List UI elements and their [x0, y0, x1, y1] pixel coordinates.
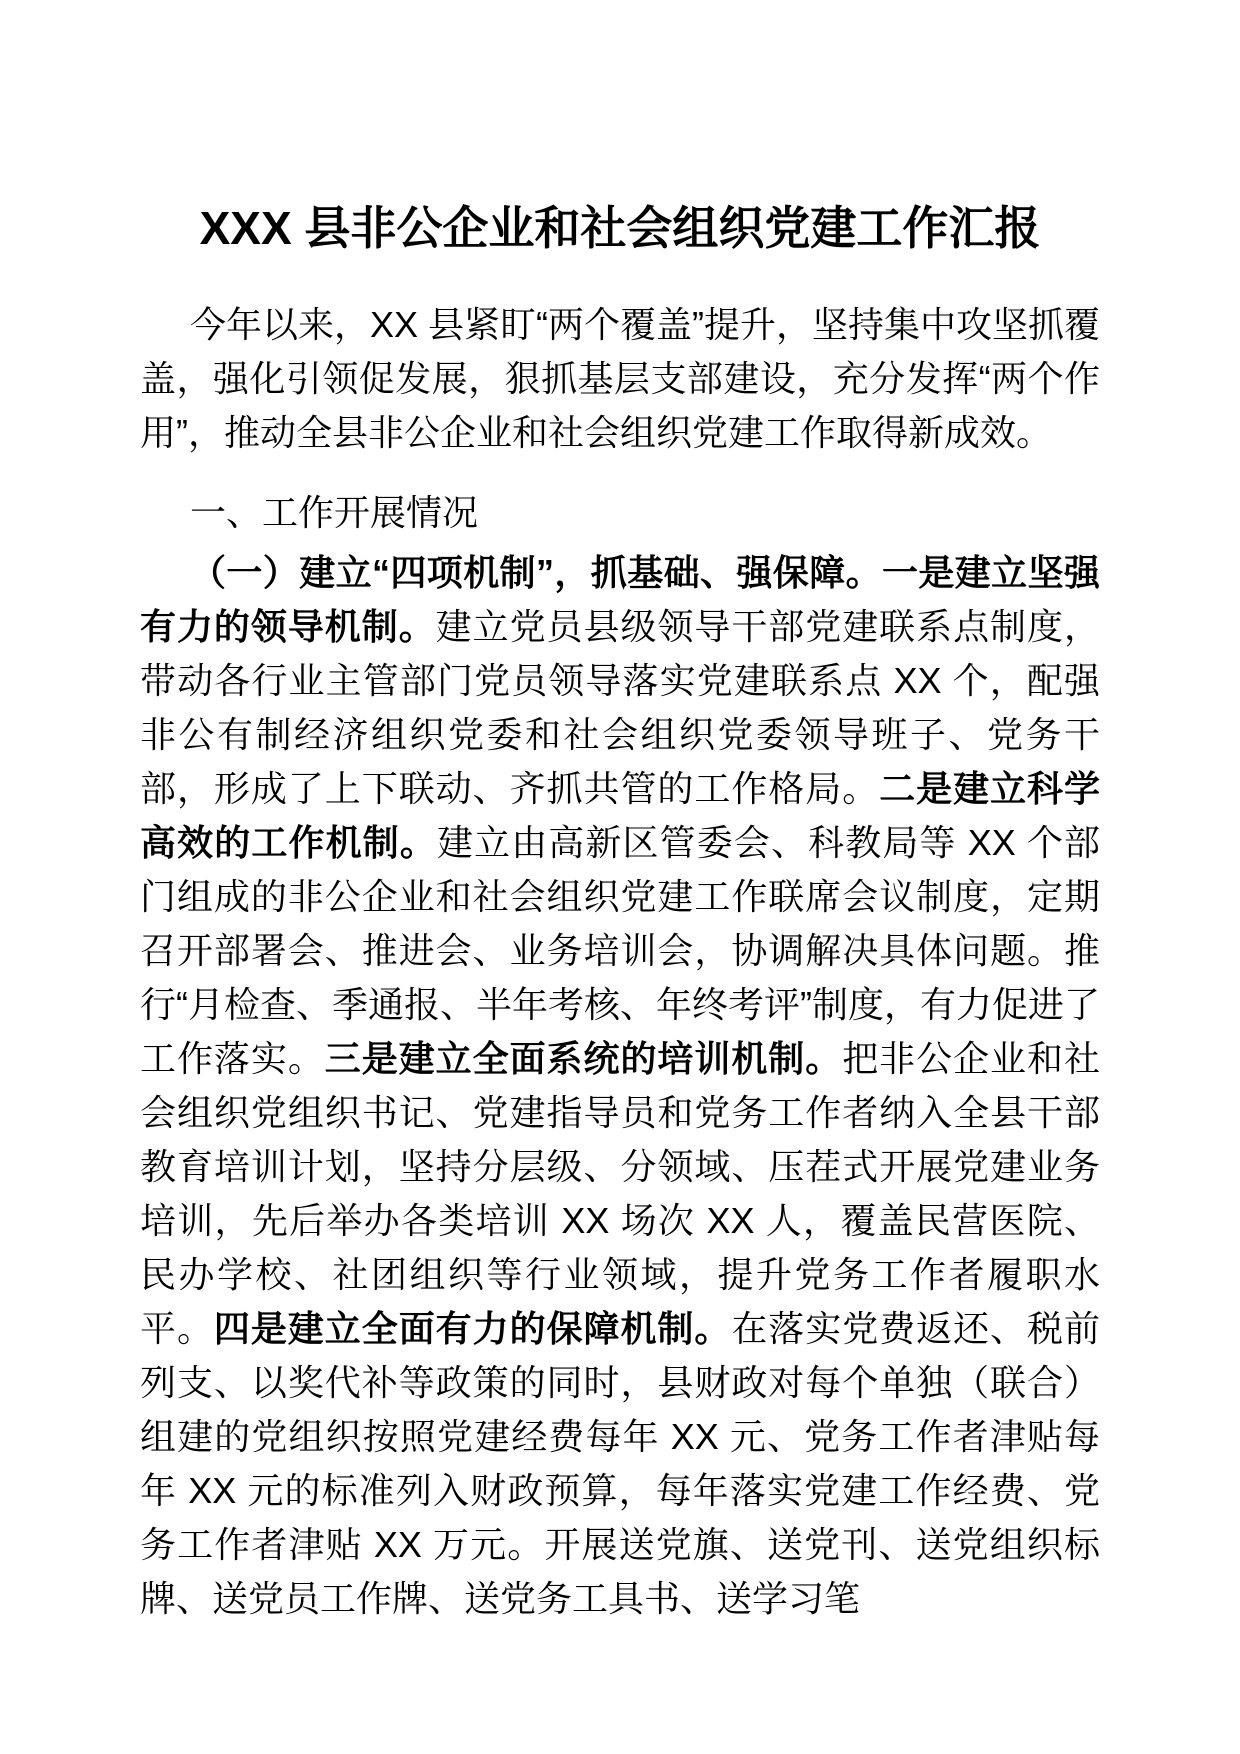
- text-run: 一、工作开展情况: [190, 491, 479, 533]
- document-title: XXX 县非公企业和社会组织党建工作汇报: [199, 202, 1041, 254]
- text-run: 在落实党费返还、税前列支、以奖代补等政策的同时，县财政对每个单独（联合）组建的党组织按照党建经费每年 XX 元、党务工作者津贴每年 XX 元的标准列入财政预算，每年落实党建工作经费、党务工作者津贴 XX 万元。开展送党旗、送党刊、送党组织标牌、送党员工作牌、送党务工具书、送学习笔: [140, 1307, 1100, 1619]
- section-heading: [140, 486, 1100, 540]
- paragraph: [140, 546, 1100, 1621]
- text-run: 把非公企业和社会组织党组织书记、党建指导员和党务工作者纳入全县干部教育培训计划，坚持分层级、分领域、压茬式开展党建业务培训，先后举办各类培训 XX 场次 XX 人，覆盖民营医院、民办学校、社团组织等行业领域，提升党务工作者履职水平。: [140, 1037, 1100, 1349]
- page-content: [140, 200, 1100, 1620]
- document-body: [140, 298, 1100, 1621]
- text-run: 建立由高新区管委会、科教局等 XX 个部门组成的非公企业和社会组织党建工作联席会议制度，定期召开部署会、推进会、业务培训会，协调解决具体问题。推行“月检查、季通报、半年考核、年终考评”制度，有力促进了工作落实。: [140, 821, 1100, 1079]
- text-run: （一）建立“四项机制”，抓基础、强保障。一是建立坚强有力的领导机制。: [140, 551, 1100, 647]
- text-run: 三是建立全面系统的培训机制。: [324, 1037, 843, 1079]
- text-run: 建立党员县级领导干部党建联系点制度，带动各行业主管部门党员领导落实党建联系点 XX 个，配强非公有制经济组织党委和社会组织党委领导班子、党务干部，形成了上下联动、齐抓共管的工作格局。: [140, 605, 1100, 809]
- text-run: 四是建立全面有力的保障机制。: [213, 1307, 732, 1349]
- paragraph: [140, 298, 1100, 460]
- text-run: 今年以来，XX 县紧盯“两个覆盖”提升，坚持集中攻坚抓覆盖，强化引领促发展，狠抓基层支部建设，充分发挥“两个作用”，推动全县非公企业和社会组织党建工作取得新成效。: [140, 303, 1100, 453]
- text-run: 二是建立科学高效的工作机制。: [140, 767, 1100, 863]
